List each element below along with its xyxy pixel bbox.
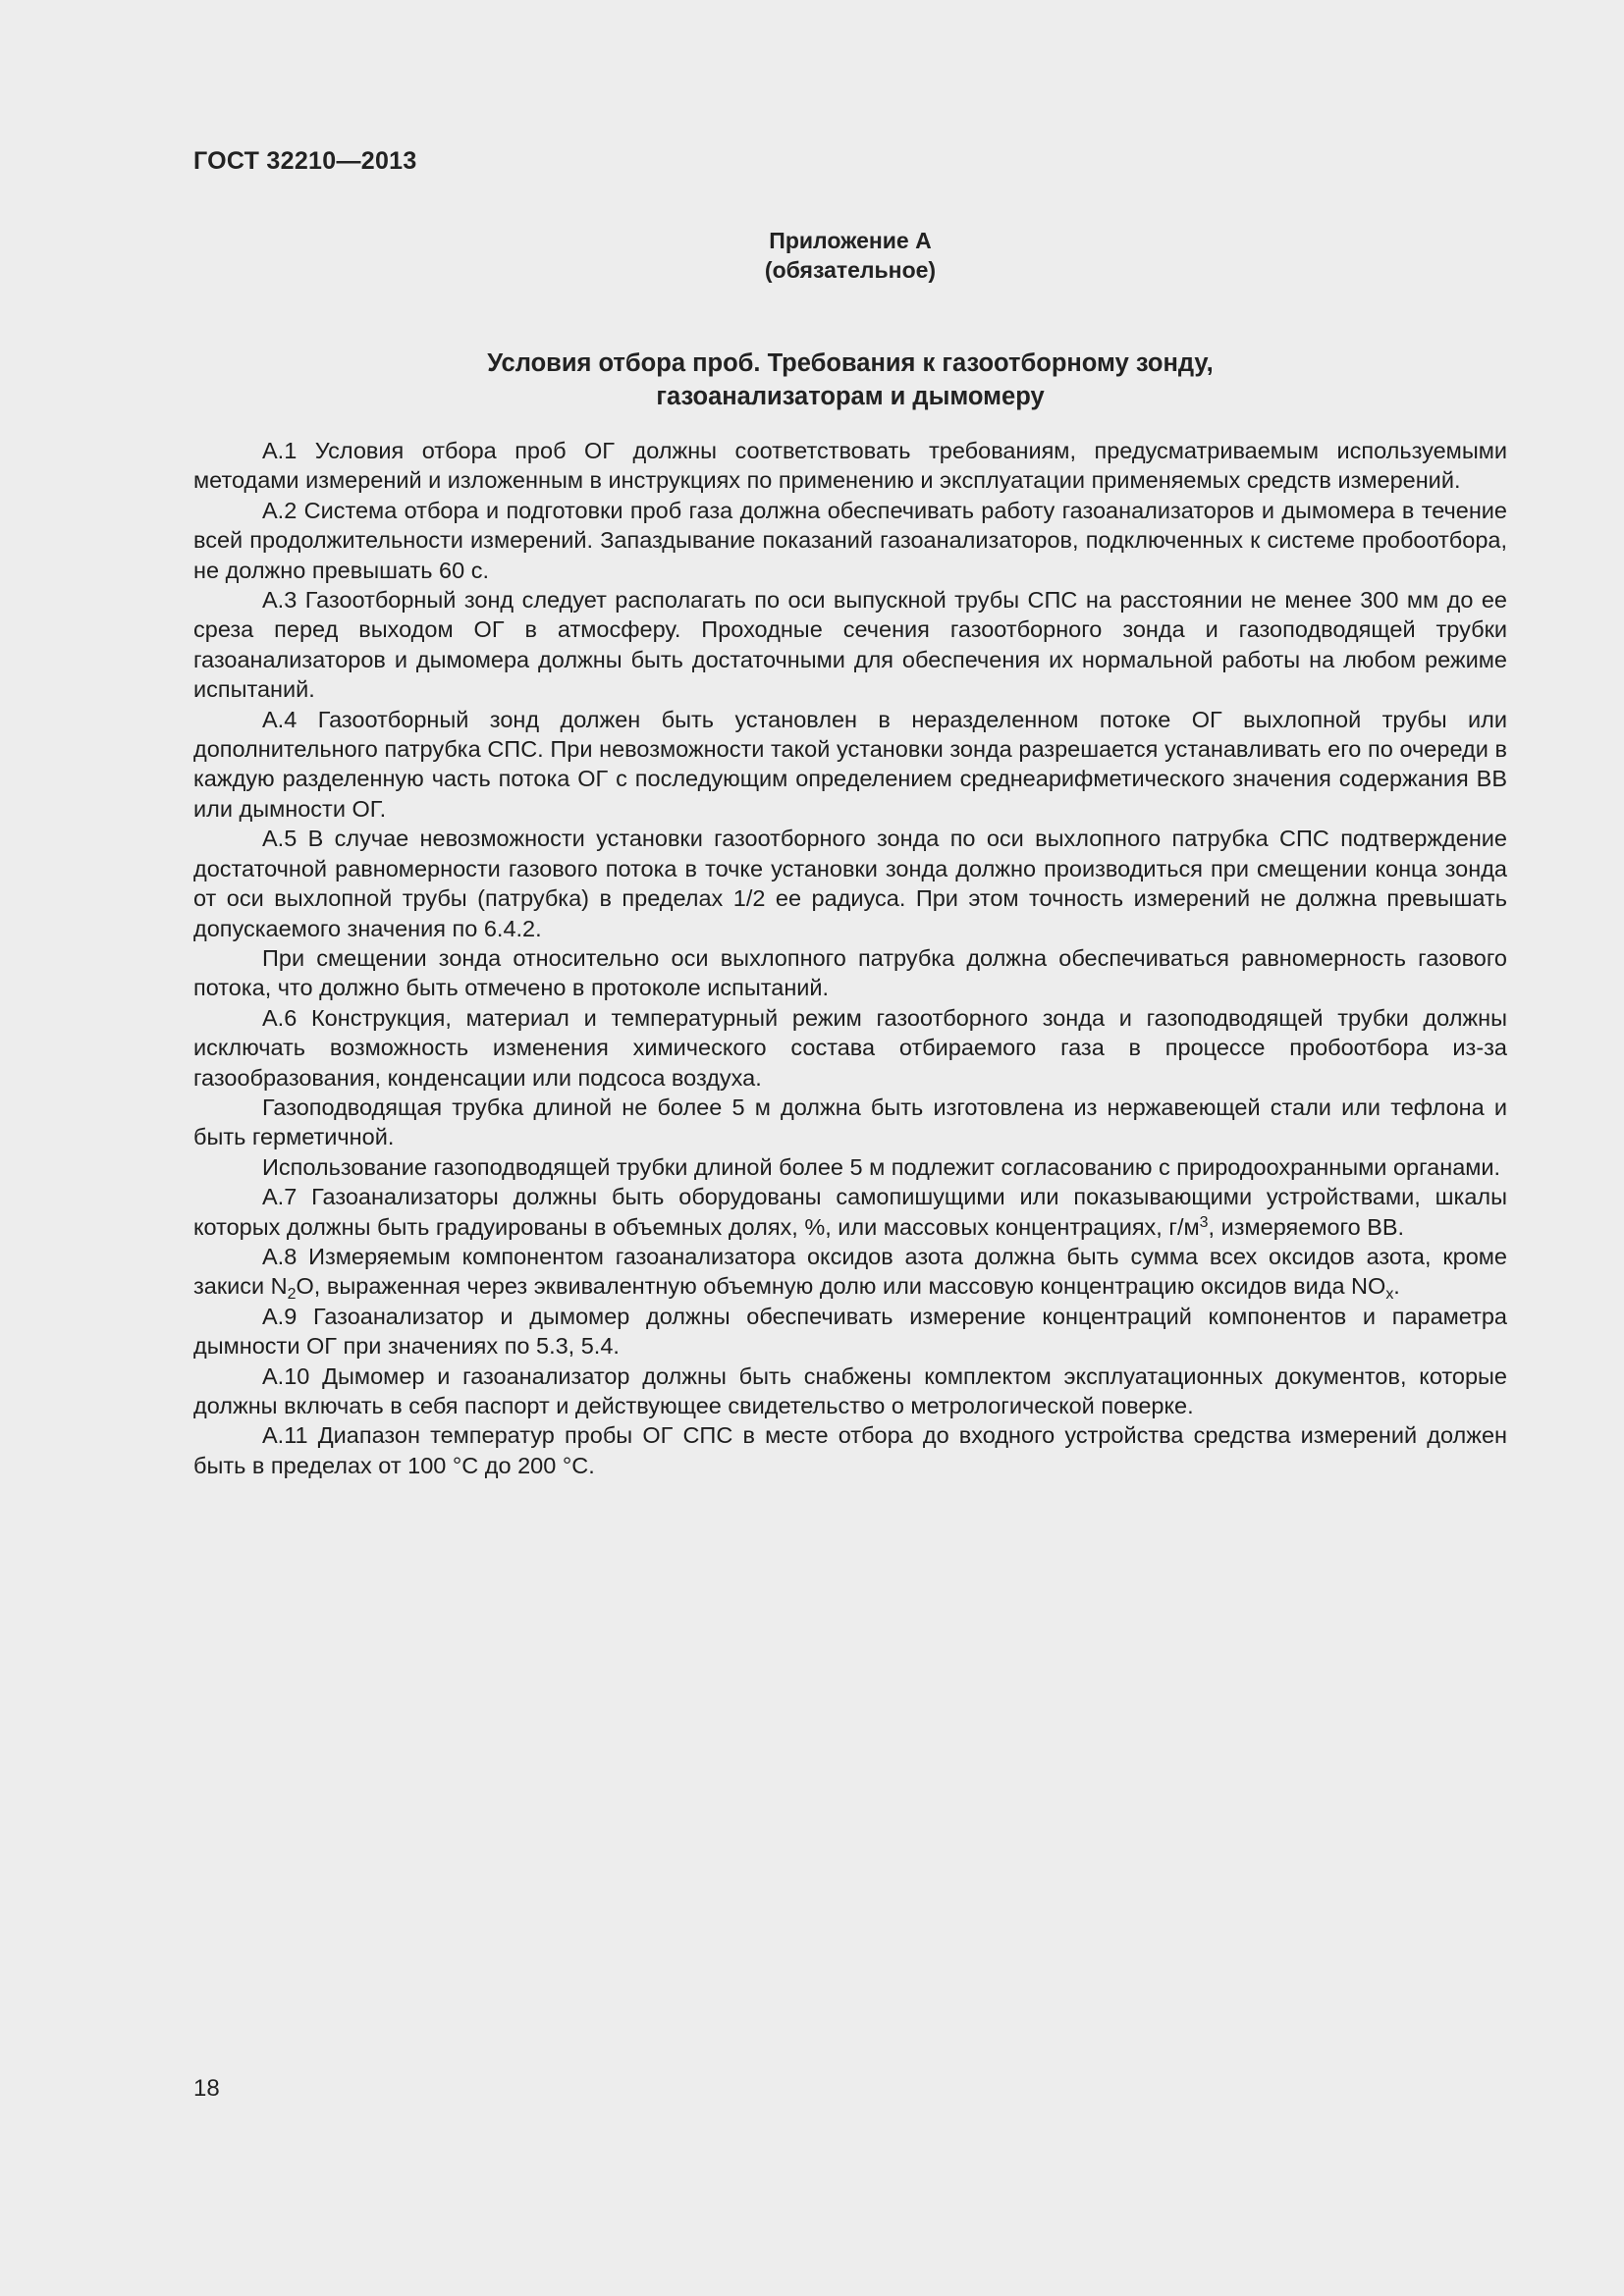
paragraph-a8	[193, 1242, 1507, 1302]
n2o-subscript: 2	[287, 1286, 297, 1304]
paragraph-a8-text: А.8 Измеряемым компонентом газоанализатора оксидов азота должна быть сумма всех оксидов азота, кроме закиси N	[193, 1243, 1507, 1300]
page-number: 18	[193, 2075, 220, 2102]
paragraph-a4: А.4 Газоотборный зонд должен быть установлен в неразделенном потоке ОГ выхлопной трубы или дополнительного патрубка СПС. При невозможности такой установки зонда разрешается устанавливать его по очереди в каждую разделенную часть потока ОГ с последующим определением среднеарифметического значения содержания ВВ или дымности ОГ.	[193, 706, 1507, 822]
section-title-line-1: Условия отбора проб. Требования к газоотборному зонду,	[487, 349, 1214, 377]
paragraph-a5-note: При смещении зонда относительно оси выхлопного патрубка должна обеспечиваться равномерность газового потока, что должно быть отмечено в протоколе испытаний.	[193, 944, 1507, 1001]
paragraph-a9: А.9 Газоанализатор и дымомер должны обеспечивать измерение концентраций компонентов и параметра дымности ОГ при значениях по 5.3, 5.4.	[193, 1303, 1507, 1360]
paragraph-a8-text-mid: O, выраженная через эквивалентную объемную долю или массовую концентрацию оксидов вида NO	[296, 1273, 1386, 1300]
paragraph-a5: А.5 В случае невозможности установки газоотборного зонда по оси выхлопного патрубка СПС подтверждение достаточной равномерности газового потока в точке установки зонда должно производиться при смещении конца зонда от оси выхлопной трубы (патрубка) в пределах 1/2 ее радиуса. При этом точность измерений не должна превышать допускаемого значения по 6.4.2.	[193, 826, 1507, 941]
paragraph-a3: А.3 Газоотборный зонд следует располагать по оси выпускной трубы СПС на расстоянии не менее 300 мм до ее среза перед выходом ОГ в атмосферу. Проходные сечения газоотборного зонда и газоподводящей трубки газоанализаторов и дымомера должны быть достаточными для обеспечения их нормальной работы на любом режиме испытаний.	[193, 587, 1507, 703]
paragraph-a10: А.10 Дымомер и газоанализатор должны быть снабжены комплектом эксплуатационных документов, которые должны включать в себя паспорт и действующее свидетельство о метрологической поверке.	[193, 1362, 1507, 1418]
paragraph-a6-tube: Газоподводящая трубка длиной не более 5 м должна быть изготовлена из нержавеющей стали или тефлона и быть герметичной.	[193, 1094, 1507, 1150]
appendix-heading	[193, 226, 1507, 285]
nox-subscript: x	[1385, 1286, 1394, 1304]
paragraph-a6: А.6 Конструкция, материал и температурный режим газоотборного зонда и газоподводящей трубки должны исключать возможность изменения химического состава отбираемого газа в процессе пробоотбора из-за газообразования, конденсации или подсоса воздуха.	[193, 1004, 1507, 1091]
paragraph-a6-long-tube: Использование газоподводящей трубки длиной более 5 м подлежит согласованию с природоохранными органами.	[262, 1153, 1501, 1180]
paragraph-a1: А.1 Условия отбора проб ОГ должны соответствовать требованиям, предусматриваемым используемыми методами измерений и изложенным в инструкциях по применению и эксплуатации применяемых средств измерений.	[193, 438, 1507, 494]
appendix-title: Приложение А	[769, 228, 932, 253]
standard-code-header: ГОСТ 32210—2013	[193, 147, 417, 175]
section-title-line-2: газоанализаторам и дымомеру	[656, 383, 1045, 410]
appendix-body	[193, 436, 1507, 1480]
paragraph-a2: А.2 Система отбора и подготовки проб газа должна обеспечивать работу газоанализаторов и дымомера в течение всей продолжительности измерений. Запаздывание показаний газоанализаторов, подключенных к системе пробоотбора, не должно превышать 60 с.	[193, 497, 1507, 583]
paragraph-a11: А.11 Диапазон температур пробы ОГ СПС в месте отбора до входного устройства средства измерений должен быть в пределах от 100 °С до 200 °С.	[193, 1422, 1507, 1478]
paragraph-a7	[193, 1182, 1507, 1242]
paragraph-a7-text: А.7 Газоанализаторы должны быть оборудованы самопишущими или показывающими устройствами, шкалы которых должны быть градуированы в объемных долях, %, или массовых концентрациях, г/м	[193, 1184, 1507, 1240]
paragraph-a8-text-end: .	[1393, 1273, 1400, 1300]
cubic-superscript: 3	[1199, 1213, 1209, 1231]
section-title	[193, 347, 1507, 413]
paragraph-a7-text-end: , измеряемого ВВ.	[1208, 1213, 1405, 1240]
appendix-status: (обязательное)	[764, 257, 937, 283]
